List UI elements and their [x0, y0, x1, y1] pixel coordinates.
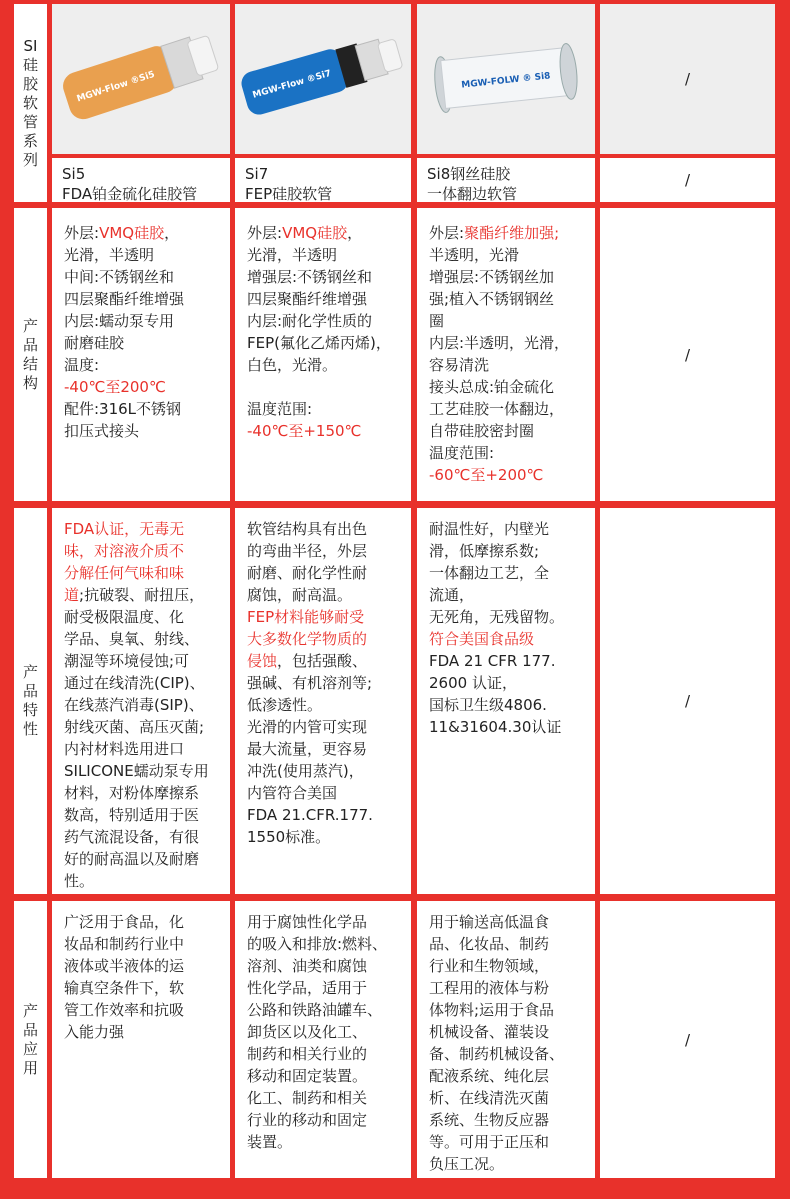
structure-si7: [235, 208, 411, 501]
structure-text-segment-highlight: VMQ硅胶: [282, 224, 348, 242]
product-image-si7: [235, 4, 411, 154]
empty-mark: /: [684, 70, 691, 88]
product-name-si8: Si8钢丝硅胶 一体翻边软管: [417, 158, 595, 202]
series-label: SI硅胶软管系列: [22, 36, 38, 169]
feature-si5: [52, 508, 230, 894]
hose-si8-image: [417, 4, 595, 154]
structure-text-segment: 外层:: [429, 224, 465, 242]
application-label-cell: [14, 901, 47, 1178]
structure-text-segment-highlight: VMQ硅胶: [99, 224, 165, 242]
feature-text-segment-highlight: 符合美国食品级: [429, 630, 535, 648]
structure-text-segment: 外层:: [247, 224, 283, 242]
structure-si5: [52, 208, 230, 501]
product-name-si5: Si5 FDA铂金硫化硅胶管: [52, 158, 230, 202]
feature-text-segment: 软管结构具有出色 的弯曲半径，外层 耐磨、耐化学性耐 腐蚀，耐高温。: [247, 520, 368, 604]
feature-empty: [600, 508, 775, 894]
empty-mark: /: [684, 345, 691, 364]
product-name-empty: [600, 158, 775, 202]
hose-si8-label: MGW-FOLW ® Si8: [460, 71, 551, 91]
empty-mark: /: [684, 692, 691, 710]
application-si8: 用于输送高低温食 品、化妆品、制药 行业和生物领域， 工程用的液体与粉 体物料;运用于食品 机械设备、灌装设 备、制药机械设备、 配液系统、纯化层 析、在线清洗灭菌 系统、生物反应器 等。可用于正压和 负压工况。: [417, 901, 595, 1178]
structure-text-segment-highlight: 聚酯纤维加强;: [464, 224, 560, 242]
structure-text-segment-highlight: -40℃至200℃: [64, 378, 166, 396]
structure-empty: [600, 208, 775, 501]
application-si5: 广泛用于食品，化 妆品和制药行业中 液体或半液体的运 输真空条件下，软 管工作效率和抗吸 入能力强: [52, 901, 230, 1178]
empty-mark: /: [684, 171, 691, 189]
hose-si7-image: [235, 4, 411, 154]
feature-si8: [417, 508, 595, 894]
feature-si7: [235, 508, 411, 894]
product-image-si8: [417, 4, 595, 154]
structure-si8: [417, 208, 595, 501]
product-name-si7: Si7 FEP硅胶软管: [235, 158, 411, 202]
feature-text-segment-highlight: FDA认证，无毒无 味，对溶液介质不 分解任何气味和味 道: [64, 520, 185, 604]
structure-text-segment: ， 光滑，半透明 增强层:不锈钢丝和 四层聚酯纤维增强 内层:耐化学性质的 FEP(氟化乙烯丙烯)， 白色，光滑。 温度范围:: [247, 224, 391, 418]
feature-text-segment: 耐温性好，内壁光 滑，低摩擦系数; 一体翻边工艺，全 流通， 无死角，无残留物。: [429, 520, 565, 626]
application-empty: [600, 901, 775, 1178]
structure-label: 产品结构: [22, 316, 38, 392]
empty-mark: /: [684, 1030, 691, 1049]
hose-si5-label: MGW-Flow ®Si5: [75, 69, 157, 105]
feature-text-segment: ;抗破裂、耐扭压， 耐受极限温度、化 学品、臭氧、射线、 潮湿等环境侵蚀;可 通过在线清洗(CIP)、 在线蒸汽消毒(SIP)、 射线灭菌、高压灭菌; 内衬材料选用进口 SILICONE蠕动泵专用 材料，对粉体摩擦系 数高，特别适用于医 药气流混设备，有很 好的耐高温以及耐磨 性。: [64, 586, 209, 890]
structure-text-segment: ， 光滑，半透明 中间:不锈钢丝和 四层聚酯纤维增强 内层:蠕动泵专用 耐磨硅胶 温度:: [64, 224, 185, 374]
series-label-cell: [14, 4, 47, 202]
feature-label-cell: [14, 508, 47, 894]
feature-text-segment: ，包括强酸、 强碱、有机溶剂等; 低渗透性。 光滑的内管可实现 最大流量，更容易 冲洗(使用蒸汽)， 内管符合美国 FDA 21.CFR.177. 1550标准。: [247, 652, 373, 846]
product-image-empty: [600, 4, 775, 154]
hose-si5-image: [52, 4, 230, 154]
hose-si7-label: MGW-Flow ®Si7: [251, 68, 333, 101]
feature-text-segment-highlight: FEP材料能够耐受 大多数化学物质的 侵蚀: [247, 608, 368, 670]
structure-text-segment: 外层:: [64, 224, 100, 242]
structure-text-segment-highlight: -40℃至+150℃: [247, 422, 362, 440]
structure-text-segment-highlight: -60℃至+200℃: [429, 466, 544, 484]
structure-text-segment: 半透明，光滑 增强层:不锈钢丝加 强;植入不锈钢钢丝 圈 内层:半透明，光滑， 容易清洗 接头总成:铂金硫化 工艺硅胶一体翻边， 自带硅胶密封圈 温度范围:: [429, 246, 570, 462]
structure-label-cell: [14, 208, 47, 501]
product-image-si5: [52, 4, 230, 154]
application-label: 产品应用: [22, 1001, 38, 1077]
application-si7: 用于腐蚀性化学品 的吸入和排放:燃料、 溶剂、油类和腐蚀 性化学品，适用于 公路和铁路油罐车、 卸货区以及化工、 制药和相关行业的 移动和固定装置。 化工、制药和相关 行业的移动和固定 装置。: [235, 901, 411, 1178]
feature-label: 产品特性: [22, 663, 38, 738]
structure-text-segment: 配件:316L不锈钢 扣压式接头: [64, 400, 182, 440]
feature-text-segment: FDA 21 CFR 177. 2600 认证， 国标卫生级4806. 11&31604.30认证: [429, 652, 562, 736]
